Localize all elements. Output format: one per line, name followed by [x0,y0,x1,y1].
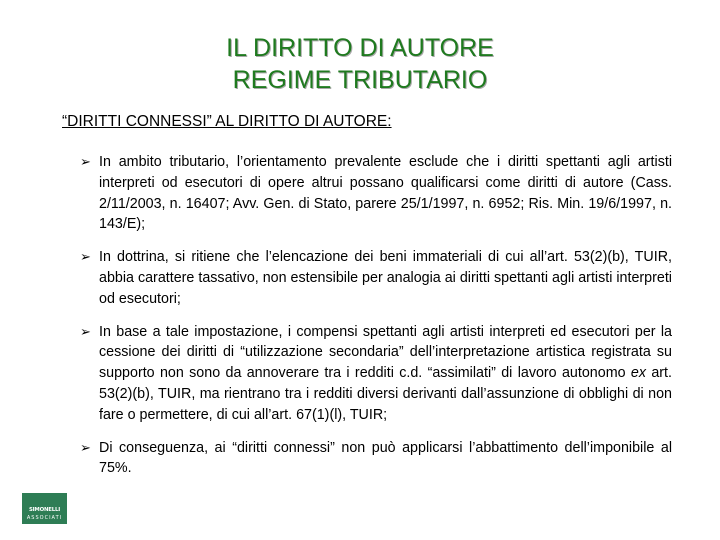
bullet-text-2: In dottrina, si ritiene che l’elencazione dei beni immateriali di cui all’art. 53(2)(b), TUIR, abbia carattere tassativo, non estensibile per analogia ai diritti spettanti agli artisti interpreti od esecutori; [99,249,672,307]
title-line-2: REGIME TRIBUTARIO [232,66,488,94]
bullet-item-2 [80,247,672,309]
arrow-bullet-icon: ➢ [80,439,91,455]
bullet-item-4 [80,438,672,480]
bullet-list [80,152,672,491]
bullet-text-1: In ambito tributario, l’orientamento prevalente esclude che i diritti spettanti agli artisti interpreti od esecutori di opere altrui possano qualificarsi come diritti di autore (Cass. 2/11/2003, n. 16407; Avv. Gen. di Stato, parere 25/1/1997, n. 6952; Ris. Min. 19/6/1997, n. 143/E); [99,154,672,233]
logo-name: SIMONELLI [28,507,61,513]
arrow-bullet-icon: ➢ [80,323,91,339]
logo-subtitle: ASSOCIATI [26,515,63,521]
section-heading: “DIRITTI CONNESSI” AL DIRITTO DI AUTORE: [62,113,392,130]
bullet-text-3-italic: ex [630,365,646,382]
bullet-text-3-end: art. 53(2)(b), TUIR, ma rientrano tra i redditi diversi derivanti dall’assunzione di obblighi di non fare o permettere, di cui all’art. 67(1)(l), TUIR; [99,365,672,423]
bullet-text-4: Di conseguenza, ai “diritti connessi” non può applicarsi l’abbattimento dell’imponibile al 75%. [99,439,672,477]
arrow-bullet-icon: ➢ [80,154,91,169]
bullet-item-3 [80,322,672,426]
arrow-bullet-icon: ➢ [80,249,91,265]
slide-title [0,32,720,96]
firm-logo [22,493,67,524]
bullet-text-3-start: In base a tale impostazione, i compensi spettanti agli artisti interpreti ed esecutori per la cessione dei diritti di “utilizzazione secondaria” dell’interpretazione artistica registrata su supporto non sono da annoverare tra i redditi c.d. “assimilati” di lavoro autonomo [99,323,672,382]
bullet-text-3 [99,324,672,423]
bullet-item-1 [80,152,672,235]
title-line-1: IL DIRITTO DI AUTORE [226,34,494,62]
